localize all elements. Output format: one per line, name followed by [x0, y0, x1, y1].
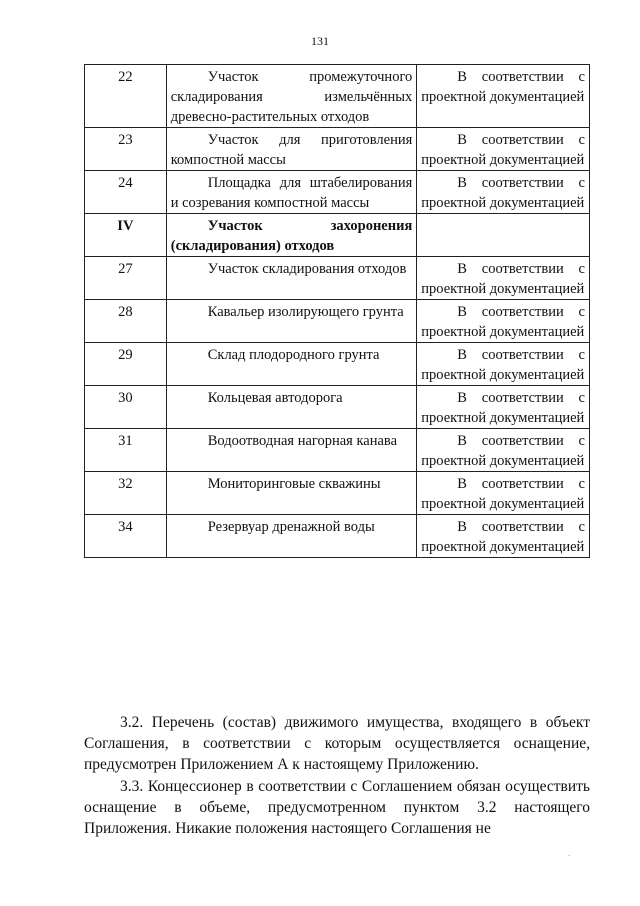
table-row	[85, 171, 590, 214]
paragraph-3-3: 3.3. Концессионер в соответствии с Соглашением обязан осуществить оснащение в объеме, предусмотренном пунктом 3.2 настоящего Приложения. Никакие положения настоящего Соглашения не	[84, 778, 590, 837]
object-name: Водоотводная нагорная канава	[166, 429, 417, 472]
table-row	[85, 257, 590, 300]
object-status: В соответствии с проектной документацией	[417, 65, 590, 128]
row-number: 29	[85, 343, 167, 386]
table-row	[85, 300, 590, 343]
row-number: 22	[85, 65, 167, 128]
object-status: В соответствии с проектной документацией	[417, 128, 590, 171]
object-name: Площадка для штабелирования и созревания компостной массы	[166, 171, 417, 214]
body-text	[84, 712, 590, 840]
object-status: В соответствии с проектной документацией	[417, 257, 590, 300]
object-name: Кольцевая автодорога	[166, 386, 417, 429]
table-row	[85, 128, 590, 171]
object-status: В соответствии с проектной документацией	[417, 343, 590, 386]
object-name: Кавальер изолирующего грунта	[166, 300, 417, 343]
row-number: 27	[85, 257, 167, 300]
object-status: В соответствии с проектной документацией	[417, 429, 590, 472]
row-number: 23	[85, 128, 167, 171]
section-status	[417, 214, 590, 257]
table-row	[85, 472, 590, 515]
table-row	[85, 515, 590, 558]
row-number: 32	[85, 472, 167, 515]
scan-mark: .	[568, 849, 570, 858]
object-name: Мониторинговые скважины	[166, 472, 417, 515]
row-number: 24	[85, 171, 167, 214]
table-row	[85, 386, 590, 429]
table-row	[85, 65, 590, 128]
object-status: В соответствии с проектной документацией	[417, 300, 590, 343]
object-status: В соответствии с проектной документацией	[417, 515, 590, 558]
section-title: Участок захоронения (складирования) отходов	[166, 214, 417, 257]
page-number: 131	[311, 34, 329, 48]
object-name: Участок для приготовления компостной массы	[166, 128, 417, 171]
property-table	[84, 64, 590, 558]
object-name: Резервуар дренажной воды	[166, 515, 417, 558]
row-number: 31	[85, 429, 167, 472]
row-number: 28	[85, 300, 167, 343]
row-number: 30	[85, 386, 167, 429]
object-name: Склад плодородного грунта	[166, 343, 417, 386]
table-row	[85, 343, 590, 386]
object-name: Участок складирования отходов	[166, 257, 417, 300]
table-section-row	[85, 214, 590, 257]
row-number: 34	[85, 515, 167, 558]
table-row	[85, 429, 590, 472]
object-status: В соответствии с проектной документацией	[417, 171, 590, 214]
object-name: Участок промежуточного складирования измельчённых древесно-растительных отходов	[166, 65, 417, 128]
object-status: В соответствии с проектной документацией	[417, 472, 590, 515]
section-number: IV	[85, 214, 167, 257]
object-status: В соответствии с проектной документацией	[417, 386, 590, 429]
paragraph-3-2: 3.2. Перечень (состав) движимого имущества, входящего в объект Соглашения, в соответствии с которым осуществляется оснащение, предусмотрен Приложением А к настоящему Приложению.	[84, 714, 590, 773]
